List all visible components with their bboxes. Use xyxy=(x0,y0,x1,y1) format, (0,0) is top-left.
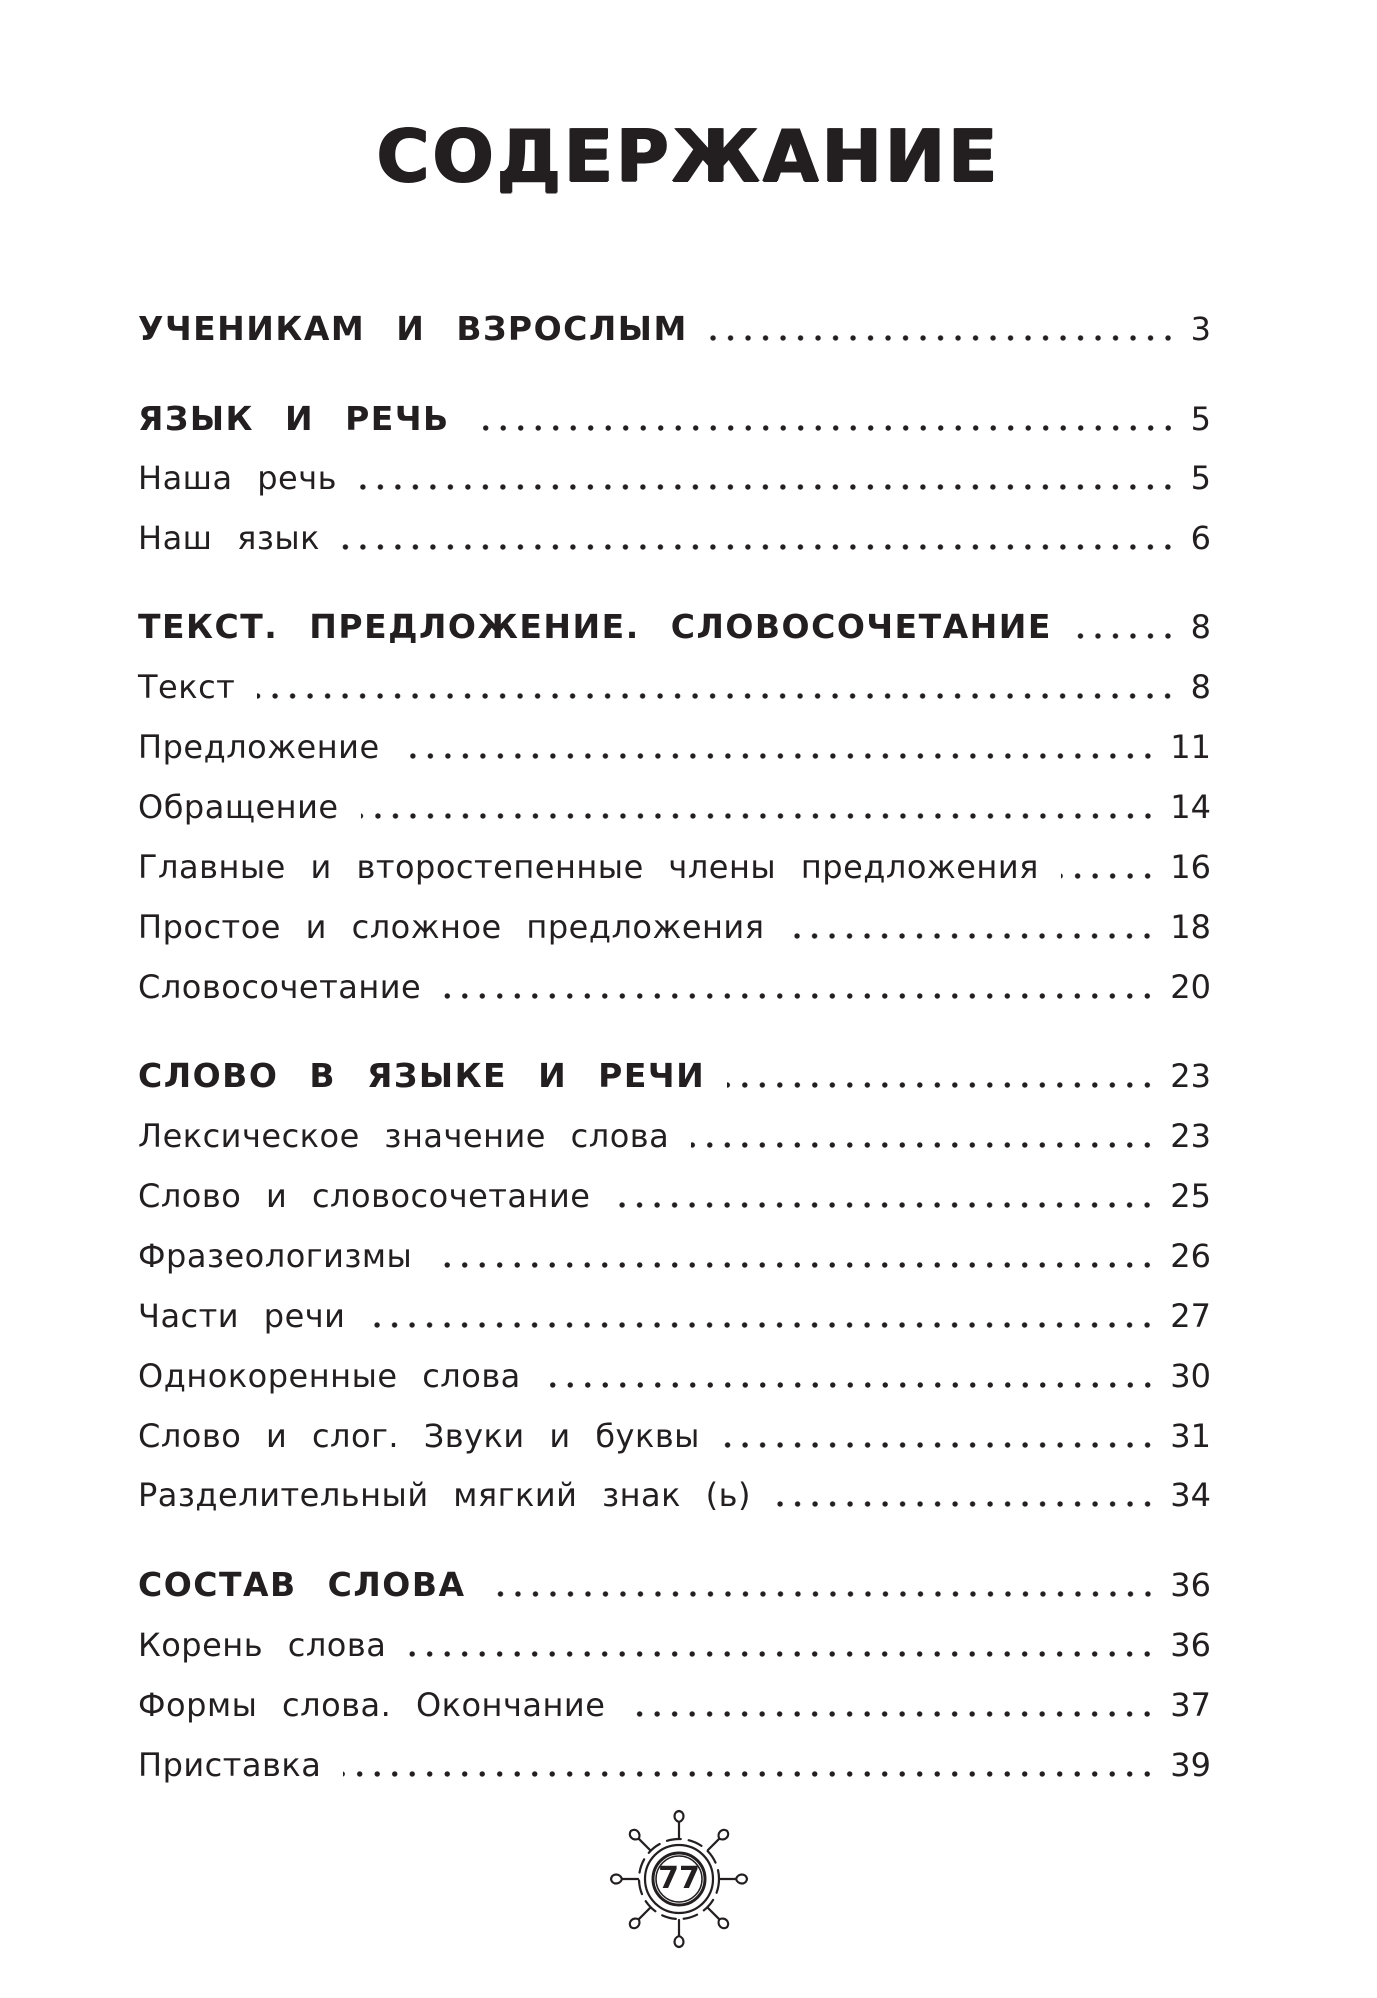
toc-page-number: 14 xyxy=(1170,788,1211,826)
toc-item-title: Лексическое значение слова xyxy=(138,1117,670,1155)
toc-item-title: Наш язык xyxy=(138,519,320,557)
toc-page-number: 6 xyxy=(1190,519,1211,557)
dot-leader xyxy=(612,1201,1156,1209)
toc-item-title: Текст xyxy=(138,668,236,706)
toc-page-number: 25 xyxy=(1170,1177,1211,1215)
dot-leader xyxy=(434,1261,1156,1269)
toc-item-title: Части речи xyxy=(138,1297,346,1335)
toc-section-title: ЯЗЫК И РЕЧЬ xyxy=(138,399,450,438)
toc-item-row[interactable] xyxy=(138,1352,1211,1400)
dot-leader xyxy=(786,932,1156,940)
dot-leader xyxy=(343,1770,1156,1778)
dot-leader xyxy=(1061,872,1156,880)
toc-item-row[interactable] xyxy=(138,663,1211,711)
toc-item-row[interactable] xyxy=(138,1292,1211,1340)
toc-section-row[interactable] xyxy=(138,1052,1211,1100)
dot-leader xyxy=(710,334,1177,342)
page-title: СОДЕРЖАНИЕ xyxy=(376,114,1001,198)
toc-page-number: 8 xyxy=(1190,668,1211,706)
toc-item-title: Фразеологизмы xyxy=(138,1237,413,1275)
toc-page-number: 26 xyxy=(1170,1237,1211,1275)
dot-leader xyxy=(1074,632,1177,640)
toc-page-number: 5 xyxy=(1190,400,1211,438)
toc-page-number: 31 xyxy=(1170,1417,1211,1455)
toc-section-row[interactable] xyxy=(138,395,1211,443)
toc-section-title: СЛОВО В ЯЗЫКЕ И РЕЧИ xyxy=(138,1056,706,1095)
toc-item-row[interactable] xyxy=(138,1471,1211,1519)
toc-page-number: 39 xyxy=(1170,1746,1211,1784)
toc-item-row[interactable] xyxy=(138,1412,1211,1460)
toc-item-title: Наша речь xyxy=(138,459,337,497)
toc-item-title: Формы слова. Окончание xyxy=(138,1686,606,1724)
dot-leader xyxy=(359,483,1177,491)
dot-leader xyxy=(402,752,1157,760)
toc-item-title: Слово и словосочетание xyxy=(138,1177,591,1215)
toc-item-row[interactable] xyxy=(138,963,1211,1011)
toc-page-number: 3 xyxy=(1190,310,1211,348)
toc-item-row[interactable] xyxy=(138,843,1211,891)
toc-page-number: 23 xyxy=(1170,1117,1211,1155)
toc-page-number: 11 xyxy=(1170,728,1211,766)
toc-item-row[interactable] xyxy=(138,723,1211,771)
toc-page-number: 37 xyxy=(1170,1686,1211,1724)
toc-item-title: Слово и слог. Звуки и буквы xyxy=(138,1417,700,1455)
toc-item-row[interactable] xyxy=(138,1232,1211,1280)
dot-leader xyxy=(773,1500,1156,1508)
toc-page-number: 23 xyxy=(1170,1057,1211,1095)
toc-item-row[interactable] xyxy=(138,1741,1211,1789)
toc-item-row[interactable] xyxy=(138,454,1211,502)
toc-section-row[interactable] xyxy=(138,305,1211,353)
toc-page-number: 36 xyxy=(1170,1626,1211,1664)
toc-item-title: Корень слова xyxy=(138,1626,387,1664)
page-number: 77 xyxy=(658,1861,700,1896)
dot-leader xyxy=(443,992,1156,1000)
toc-item-title: Приставка xyxy=(138,1746,322,1784)
toc-item-title: Простое и сложное предложения xyxy=(138,908,765,946)
dot-leader xyxy=(342,543,1177,551)
toc-item-row[interactable] xyxy=(138,514,1211,562)
toc-page-number: 30 xyxy=(1170,1357,1211,1395)
toc-item-row[interactable] xyxy=(138,783,1211,831)
toc-item-title: Словосочетание xyxy=(138,968,422,1006)
dot-leader xyxy=(727,1081,1156,1089)
toc-item-title: Главные и второстепенные члены предложения xyxy=(138,848,1039,886)
toc-item-title: Однокоренные слова xyxy=(138,1357,521,1395)
dot-leader xyxy=(408,1650,1156,1658)
toc-section-title: СОСТАВ СЛОВА xyxy=(138,1565,466,1604)
dot-leader xyxy=(722,1441,1156,1449)
toc-item-row[interactable] xyxy=(138,1112,1211,1160)
dot-leader xyxy=(367,1321,1156,1329)
toc-page-number: 5 xyxy=(1190,459,1211,497)
dot-leader xyxy=(543,1381,1157,1389)
toc-item-title: Разделительный мягкий знак (ь) xyxy=(138,1476,751,1514)
toc-section-row[interactable] xyxy=(138,603,1211,651)
toc-page-number: 34 xyxy=(1170,1476,1211,1514)
toc-page-number: 16 xyxy=(1170,848,1211,886)
dot-leader xyxy=(627,1710,1156,1718)
toc-page-number: 18 xyxy=(1170,908,1211,946)
toc-item-title: Обращение xyxy=(138,788,339,826)
dot-leader xyxy=(257,692,1176,700)
toc-page-number: 36 xyxy=(1170,1566,1211,1604)
toc-item-title: Предложение xyxy=(138,728,380,766)
toc-section-title: ТЕКСТ. ПРЕДЛОЖЕНИЕ. СЛОВОСОЧЕТАНИЕ xyxy=(138,607,1052,646)
toc-item-row[interactable] xyxy=(138,1621,1211,1669)
toc-page-number: 27 xyxy=(1170,1297,1211,1335)
toc-section-title: УЧЕНИКАМ И ВЗРОСЛЫМ xyxy=(138,309,688,348)
toc-page-number: 20 xyxy=(1170,968,1211,1006)
dot-leader xyxy=(361,812,1157,820)
toc-page-number: 8 xyxy=(1190,608,1211,646)
dot-leader xyxy=(488,1590,1157,1598)
toc-section-row[interactable] xyxy=(138,1561,1211,1609)
toc-item-row[interactable] xyxy=(138,903,1211,951)
toc-item-row[interactable] xyxy=(138,1681,1211,1729)
toc-item-row[interactable] xyxy=(138,1172,1211,1220)
dot-leader xyxy=(691,1141,1156,1149)
page-footer xyxy=(608,1808,750,1950)
dot-leader xyxy=(472,424,1177,432)
